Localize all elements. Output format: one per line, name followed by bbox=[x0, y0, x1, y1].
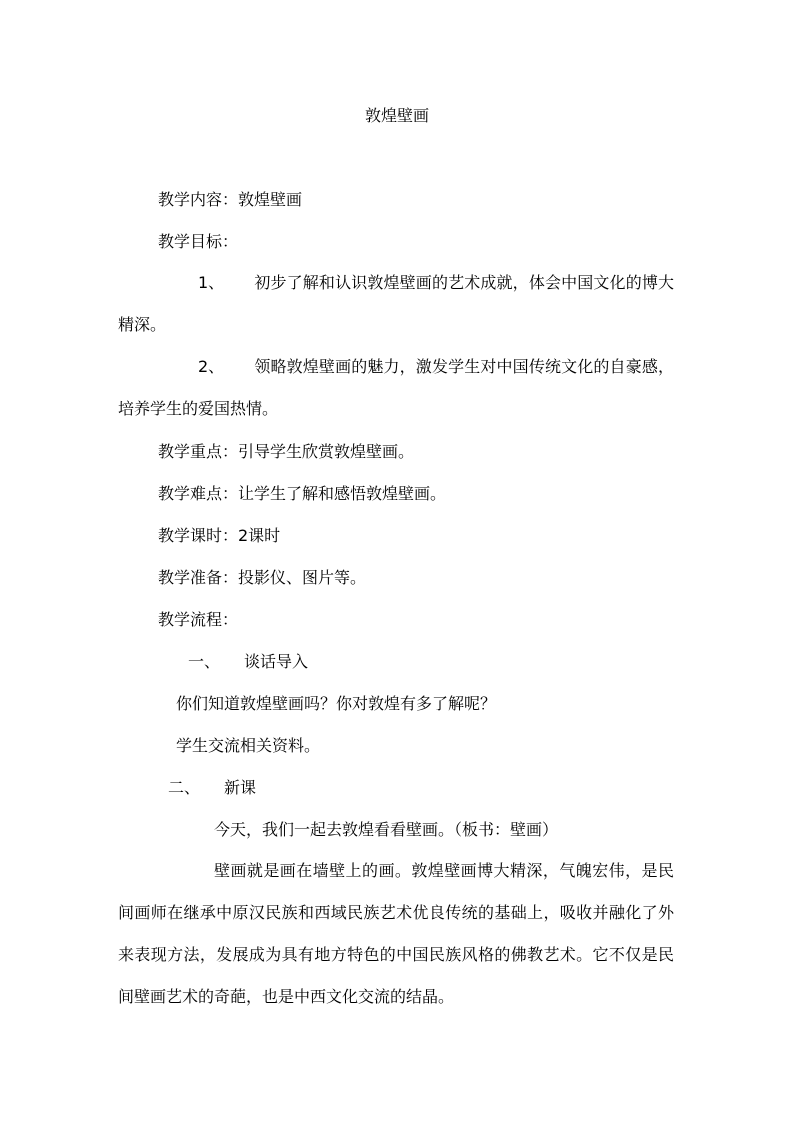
intro-question: 你们知道敦煌壁画吗？你对敦煌有多了解呢？ bbox=[176, 694, 497, 713]
difficulty: 教学难点：让学生了解和感悟敦煌壁画。 bbox=[158, 484, 447, 503]
section-1-number: 一、 bbox=[188, 652, 221, 671]
objective-1 bbox=[118, 262, 674, 346]
section-1-title: 谈话导入 bbox=[244, 652, 309, 671]
today-sentence: 今天，我们一起去敦煌看看壁画。（板书：壁画） bbox=[214, 820, 559, 839]
student-exchange: 学生交流相关资料。 bbox=[176, 736, 321, 755]
objectives-label: 教学目标： bbox=[158, 232, 239, 251]
objective-2-text: 领略敦煌壁画的魅力，激发学生对中国传统文化的自豪感，培养学生的爱国热情。 bbox=[118, 357, 674, 418]
objective-2 bbox=[118, 346, 674, 430]
mural-paragraph: 壁画就是画在墙壁上的画。敦煌壁画博大精深，气魄宏伟，是民间画师在继承中原汉民族和西域民族艺术优良传统的基础上，吸收并融化了外来表现方法，发展成为具有地方特色的中国民族风格的佛教艺术。它不仅是民间壁画艺术的奇葩，也是中西文化交流的结晶。 bbox=[118, 861, 674, 1006]
preparation: 教学准备：投影仪、图片等。 bbox=[158, 568, 367, 587]
section-2-number: 二、 bbox=[168, 778, 201, 797]
section-2-heading bbox=[168, 776, 256, 800]
teaching-content: 教学内容：敦煌壁画 bbox=[158, 190, 303, 209]
process-label: 教学流程： bbox=[158, 610, 239, 629]
document-title: 敦煌壁画 bbox=[364, 106, 429, 125]
objective-1-number: 1、 bbox=[198, 273, 225, 292]
key-point: 教学重点：引导学生欣赏敦煌壁画。 bbox=[158, 442, 415, 461]
section-2-title: 新课 bbox=[224, 778, 257, 797]
objective-2-number: 2、 bbox=[198, 357, 225, 376]
section-1-heading bbox=[188, 650, 308, 674]
objective-1-text: 初步了解和认识敦煌壁画的艺术成就，体会中国文化的博大精深。 bbox=[118, 273, 674, 334]
class-hours: 教学课时：2课时 bbox=[158, 526, 281, 545]
